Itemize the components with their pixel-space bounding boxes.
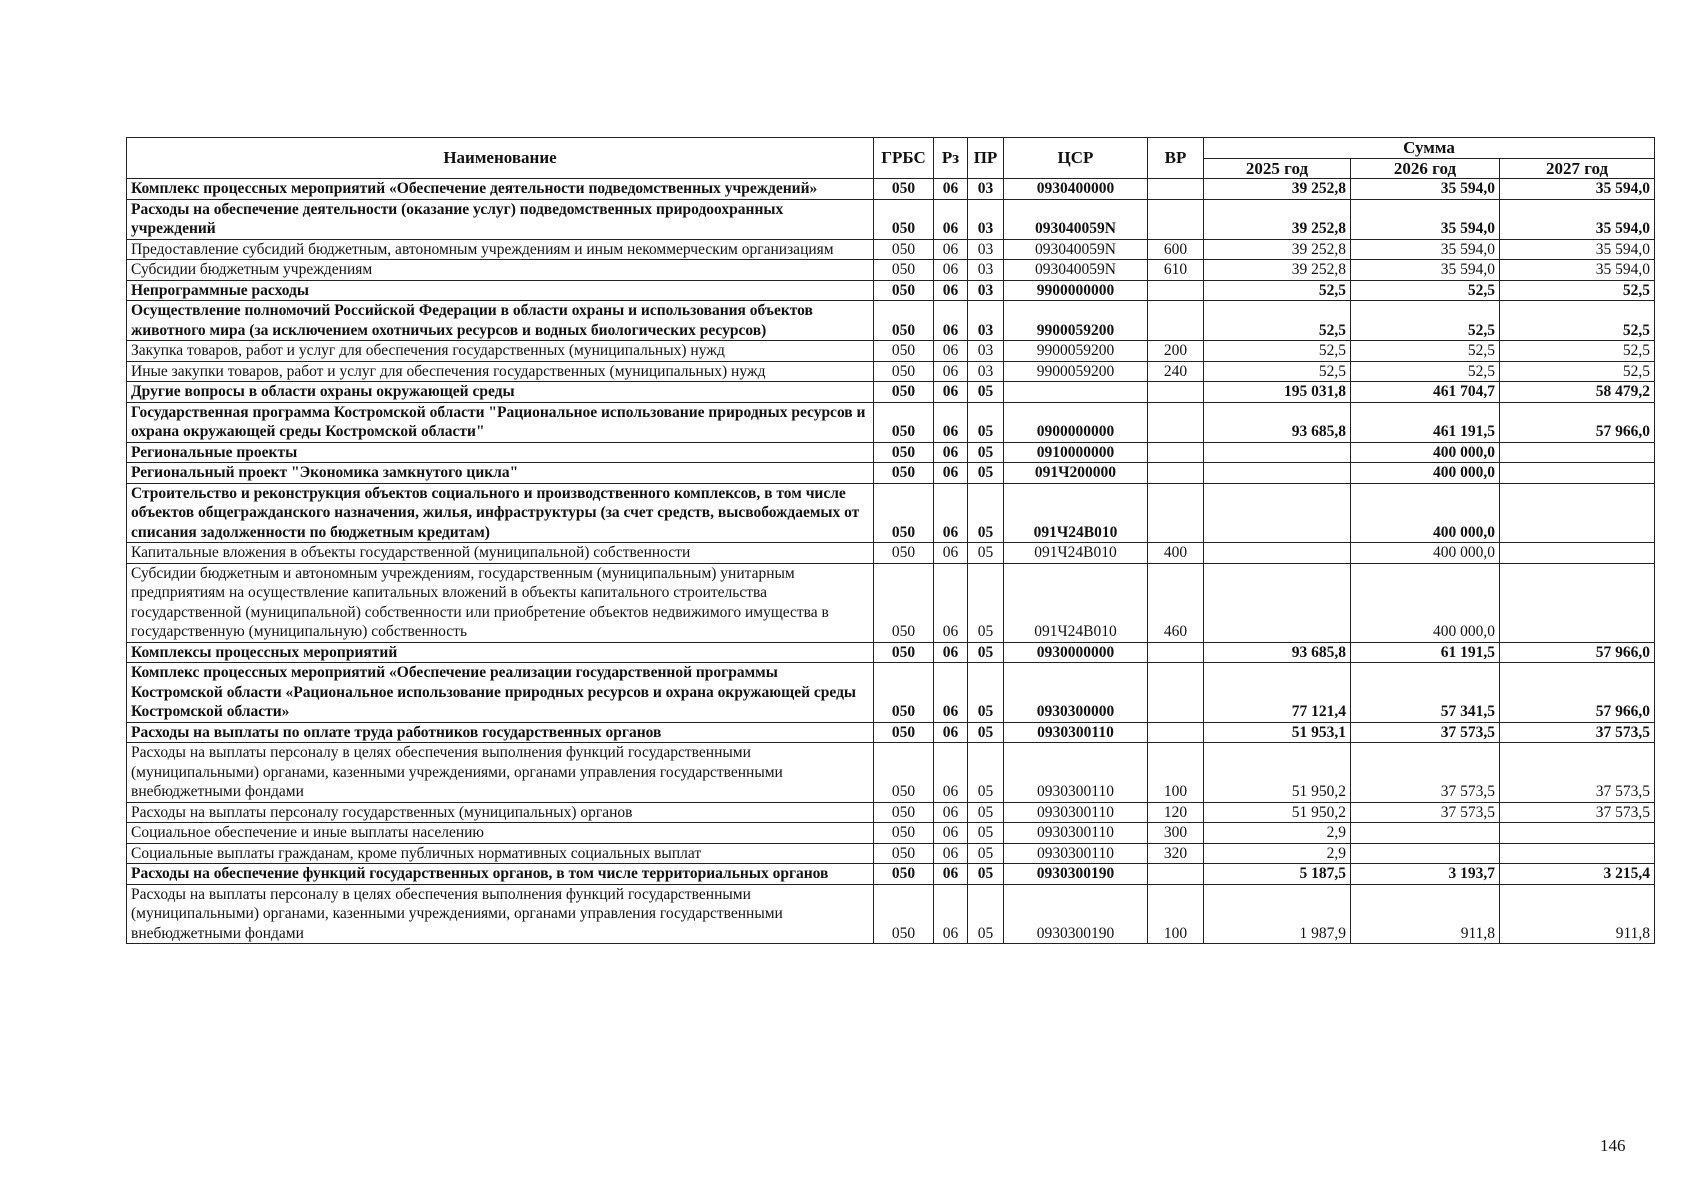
- cell-2026: 461 191,5: [1351, 402, 1500, 442]
- table-row: [127, 483, 1655, 543]
- cell-vr: 120: [1148, 802, 1204, 823]
- cell-grbs: 050: [874, 663, 934, 723]
- cell-2025: [1204, 463, 1351, 484]
- cell-2027: 35 594,0: [1500, 239, 1655, 260]
- table-row: [127, 743, 1655, 803]
- cell-grbs: 050: [874, 543, 934, 564]
- cell-pr: 03: [968, 280, 1004, 301]
- cell-rz: 06: [934, 301, 968, 341]
- cell-pr: 03: [968, 361, 1004, 382]
- cell-grbs: 050: [874, 823, 934, 844]
- cell-2025: 5 187,5: [1204, 864, 1351, 885]
- cell-rz: 06: [934, 884, 968, 944]
- cell-rz: 06: [934, 543, 968, 564]
- table-row: [127, 402, 1655, 442]
- cell-vr: [1148, 722, 1204, 743]
- cell-2027: 52,5: [1500, 301, 1655, 341]
- cell-2025: 52,5: [1204, 280, 1351, 301]
- cell-grbs: 050: [874, 442, 934, 463]
- cell-rz: 06: [934, 663, 968, 723]
- cell-csr: 0910000000: [1004, 442, 1148, 463]
- cell-2026: 61 191,5: [1351, 642, 1500, 663]
- cell-2027: [1500, 843, 1655, 864]
- cell-vr: 600: [1148, 239, 1204, 260]
- cell-2026: 461 704,7: [1351, 382, 1500, 403]
- header-rz: Рз: [934, 138, 968, 179]
- header-vr: ВР: [1148, 138, 1204, 179]
- cell-pr: 05: [968, 864, 1004, 885]
- cell-vr: 400: [1148, 543, 1204, 564]
- cell-2025: 77 121,4: [1204, 663, 1351, 723]
- cell-2026: 35 594,0: [1351, 260, 1500, 281]
- cell-name: Расходы на обеспечение деятельности (оказание услуг) подведомственных природоохранных учреждений: [127, 199, 874, 239]
- cell-2026: 3 193,7: [1351, 864, 1500, 885]
- cell-csr: 0930400000: [1004, 179, 1148, 200]
- cell-rz: 06: [934, 280, 968, 301]
- cell-grbs: 050: [874, 743, 934, 803]
- table-row: [127, 239, 1655, 260]
- cell-2027: [1500, 463, 1655, 484]
- cell-rz: 06: [934, 382, 968, 403]
- cell-pr: 05: [968, 722, 1004, 743]
- cell-grbs: 050: [874, 563, 934, 642]
- cell-csr: 091Ч24В010: [1004, 483, 1148, 543]
- cell-2025: [1204, 442, 1351, 463]
- cell-2026: 52,5: [1351, 280, 1500, 301]
- cell-pr: 05: [968, 402, 1004, 442]
- cell-csr: 9900059200: [1004, 341, 1148, 362]
- cell-vr: [1148, 280, 1204, 301]
- cell-vr: 460: [1148, 563, 1204, 642]
- cell-2026: 400 000,0: [1351, 463, 1500, 484]
- table-row: [127, 361, 1655, 382]
- cell-2027: 911,8: [1500, 884, 1655, 944]
- cell-csr: 0930300110: [1004, 743, 1148, 803]
- cell-2025: 52,5: [1204, 341, 1351, 362]
- table-row: [127, 864, 1655, 885]
- cell-2026: [1351, 823, 1500, 844]
- cell-name: Осуществление полномочий Российской Федерации в области охраны и использования объектов животного мира (за исключением охотничьих ресурсов и водных биологических ресурсов): [127, 301, 874, 341]
- cell-2025: 51 953,1: [1204, 722, 1351, 743]
- cell-pr: 03: [968, 301, 1004, 341]
- cell-rz: 06: [934, 483, 968, 543]
- cell-2027: 35 594,0: [1500, 179, 1655, 200]
- cell-2027: 37 573,5: [1500, 722, 1655, 743]
- cell-2027: 52,5: [1500, 280, 1655, 301]
- cell-2025: 93 685,8: [1204, 642, 1351, 663]
- cell-vr: [1148, 483, 1204, 543]
- cell-csr: 0930300000: [1004, 663, 1148, 723]
- cell-2027: [1500, 563, 1655, 642]
- cell-pr: 03: [968, 341, 1004, 362]
- cell-csr: 093040059N: [1004, 260, 1148, 281]
- cell-2025: 39 252,8: [1204, 260, 1351, 281]
- cell-rz: 06: [934, 743, 968, 803]
- table-row: [127, 543, 1655, 564]
- cell-2026: 35 594,0: [1351, 179, 1500, 200]
- cell-pr: 05: [968, 382, 1004, 403]
- cell-grbs: 050: [874, 642, 934, 663]
- cell-grbs: 050: [874, 864, 934, 885]
- cell-grbs: 050: [874, 361, 934, 382]
- cell-csr: 091Ч24В010: [1004, 543, 1148, 564]
- cell-2026: 400 000,0: [1351, 483, 1500, 543]
- cell-csr: 9900059200: [1004, 361, 1148, 382]
- table-row: [127, 442, 1655, 463]
- cell-vr: [1148, 301, 1204, 341]
- cell-pr: 03: [968, 199, 1004, 239]
- table-row: [127, 722, 1655, 743]
- cell-name: Предоставление субсидий бюджетным, автономным учреждениям и иным некоммерческим организациям: [127, 239, 874, 260]
- cell-name: Социальное обеспечение и иные выплаты населению: [127, 823, 874, 844]
- table-row: [127, 382, 1655, 403]
- cell-2026: 52,5: [1351, 361, 1500, 382]
- cell-rz: 06: [934, 361, 968, 382]
- table-row: [127, 301, 1655, 341]
- table-row: [127, 802, 1655, 823]
- cell-grbs: 050: [874, 722, 934, 743]
- cell-vr: [1148, 463, 1204, 484]
- table-row: [127, 823, 1655, 844]
- cell-vr: 320: [1148, 843, 1204, 864]
- cell-2027: [1500, 823, 1655, 844]
- cell-vr: 300: [1148, 823, 1204, 844]
- cell-pr: 05: [968, 802, 1004, 823]
- cell-pr: 05: [968, 563, 1004, 642]
- header-2026: 2026 год: [1351, 158, 1500, 179]
- table-row: [127, 563, 1655, 642]
- table-row: [127, 463, 1655, 484]
- cell-2026: 400 000,0: [1351, 442, 1500, 463]
- cell-2027: 35 594,0: [1500, 260, 1655, 281]
- cell-name: Другие вопросы в области охраны окружающей среды: [127, 382, 874, 403]
- table-body: [127, 179, 1655, 944]
- cell-name: Капитальные вложения в объекты государственной (муниципальной) собственности: [127, 543, 874, 564]
- cell-csr: 0930000000: [1004, 642, 1148, 663]
- cell-csr: 093040059N: [1004, 239, 1148, 260]
- table-row: [127, 260, 1655, 281]
- cell-grbs: 050: [874, 463, 934, 484]
- cell-rz: 06: [934, 341, 968, 362]
- cell-pr: 05: [968, 843, 1004, 864]
- cell-grbs: 050: [874, 843, 934, 864]
- cell-pr: 05: [968, 463, 1004, 484]
- cell-grbs: 050: [874, 402, 934, 442]
- cell-2025: 93 685,8: [1204, 402, 1351, 442]
- cell-2025: 51 950,2: [1204, 743, 1351, 803]
- cell-name: Государственная программа Костромской области "Рациональное использование природных ресурсов и охрана окружающей среды Костромской области": [127, 402, 874, 442]
- table-row: [127, 341, 1655, 362]
- cell-name: Региональные проекты: [127, 442, 874, 463]
- cell-name: Комплексы процессных мероприятий: [127, 642, 874, 663]
- cell-2025: [1204, 563, 1351, 642]
- cell-name: Расходы на выплаты по оплате труда работников государственных органов: [127, 722, 874, 743]
- header-csr: ЦСР: [1004, 138, 1148, 179]
- cell-vr: [1148, 642, 1204, 663]
- cell-rz: 06: [934, 722, 968, 743]
- cell-2026: 911,8: [1351, 884, 1500, 944]
- page-number: 146: [1600, 1136, 1626, 1155]
- cell-2026: 35 594,0: [1351, 199, 1500, 239]
- header-sum: Сумма: [1204, 138, 1655, 159]
- cell-csr: 9900059200: [1004, 301, 1148, 341]
- cell-rz: 06: [934, 823, 968, 844]
- cell-2025: 39 252,8: [1204, 239, 1351, 260]
- cell-rz: 06: [934, 239, 968, 260]
- cell-name: Социальные выплаты гражданам, кроме публичных нормативных социальных выплат: [127, 843, 874, 864]
- cell-2027: [1500, 442, 1655, 463]
- cell-vr: [1148, 382, 1204, 403]
- cell-name: Субсидии бюджетным учреждениям: [127, 260, 874, 281]
- cell-2027: 52,5: [1500, 341, 1655, 362]
- table-row: [127, 843, 1655, 864]
- cell-2026: 37 573,5: [1351, 802, 1500, 823]
- cell-vr: 100: [1148, 884, 1204, 944]
- cell-csr: 0930300110: [1004, 843, 1148, 864]
- cell-2026: 37 573,5: [1351, 722, 1500, 743]
- cell-grbs: 050: [874, 239, 934, 260]
- cell-name: Иные закупки товаров, работ и услуг для обеспечения государственных (муниципальных) нужд: [127, 361, 874, 382]
- cell-2027: 37 573,5: [1500, 743, 1655, 803]
- cell-name: Комплекс процессных мероприятий «Обеспечение реализации государственной программы Костромской области «Рациональное использование природных ресурсов и охрана окружающей среды Костромской области»: [127, 663, 874, 723]
- cell-grbs: 050: [874, 382, 934, 403]
- cell-rz: 06: [934, 402, 968, 442]
- cell-vr: 610: [1148, 260, 1204, 281]
- cell-pr: 03: [968, 260, 1004, 281]
- cell-csr: [1004, 382, 1148, 403]
- cell-csr: 093040059N: [1004, 199, 1148, 239]
- cell-rz: 06: [934, 642, 968, 663]
- table-row: [127, 199, 1655, 239]
- cell-2026: 52,5: [1351, 301, 1500, 341]
- cell-name: Непрограммные расходы: [127, 280, 874, 301]
- cell-name: Расходы на обеспечение функций государственных органов, в том числе территориальных органов: [127, 864, 874, 885]
- table-row: [127, 663, 1655, 723]
- cell-rz: 06: [934, 260, 968, 281]
- table-row: [127, 884, 1655, 944]
- cell-2026: 57 341,5: [1351, 663, 1500, 723]
- cell-2026: 400 000,0: [1351, 543, 1500, 564]
- cell-2027: 57 966,0: [1500, 642, 1655, 663]
- cell-name: Расходы на выплаты персоналу государственных (муниципальных) органов: [127, 802, 874, 823]
- cell-grbs: 050: [874, 199, 934, 239]
- cell-2027: 57 966,0: [1500, 402, 1655, 442]
- budget-table: [126, 137, 1655, 944]
- cell-csr: 0900000000: [1004, 402, 1148, 442]
- cell-grbs: 050: [874, 341, 934, 362]
- cell-pr: 05: [968, 543, 1004, 564]
- header-name: Наименование: [127, 138, 874, 179]
- cell-2025: 2,9: [1204, 823, 1351, 844]
- cell-name: Расходы на выплаты персоналу в целях обеспечения выполнения функций государственными (муниципальными) органами, казенными учреждениями, органами управления государственными внебюджетными фондами: [127, 743, 874, 803]
- cell-2026: 35 594,0: [1351, 239, 1500, 260]
- cell-csr: 0930300110: [1004, 823, 1148, 844]
- cell-2026: 37 573,5: [1351, 743, 1500, 803]
- cell-csr: 0930300190: [1004, 864, 1148, 885]
- cell-grbs: 050: [874, 179, 934, 200]
- cell-2025: 195 031,8: [1204, 382, 1351, 403]
- cell-2027: 35 594,0: [1500, 199, 1655, 239]
- cell-name: Субсидии бюджетным и автономным учреждениям, государственным (муниципальным) унитарным предприятиям на осуществление капитальных вложений в объекты капитального строительства государственной (муниципальной) собственности или приобретение объектов недвижимого имущества в государственную (муниципальную) собственность: [127, 563, 874, 642]
- cell-csr: 0930300190: [1004, 884, 1148, 944]
- table-row: [127, 642, 1655, 663]
- cell-2027: 3 215,4: [1500, 864, 1655, 885]
- cell-csr: 0930300110: [1004, 802, 1148, 823]
- cell-2027: [1500, 483, 1655, 543]
- header-grbs: ГРБС: [874, 138, 934, 179]
- table-row: [127, 179, 1655, 200]
- cell-2027: 57 966,0: [1500, 663, 1655, 723]
- cell-grbs: 050: [874, 802, 934, 823]
- cell-2027: [1500, 543, 1655, 564]
- cell-grbs: 050: [874, 884, 934, 944]
- cell-pr: 05: [968, 663, 1004, 723]
- cell-pr: 03: [968, 179, 1004, 200]
- header-pr: ПР: [968, 138, 1004, 179]
- cell-2027: 52,5: [1500, 361, 1655, 382]
- cell-vr: [1148, 663, 1204, 723]
- cell-rz: 06: [934, 843, 968, 864]
- cell-vr: 200: [1148, 341, 1204, 362]
- cell-grbs: 050: [874, 483, 934, 543]
- cell-name: Закупка товаров, работ и услуг для обеспечения государственных (муниципальных) нужд: [127, 341, 874, 362]
- cell-2027: 58 479,2: [1500, 382, 1655, 403]
- cell-2025: 2,9: [1204, 843, 1351, 864]
- cell-pr: 05: [968, 884, 1004, 944]
- header-2027: 2027 год: [1500, 158, 1655, 179]
- cell-pr: 05: [968, 743, 1004, 803]
- cell-pr: 05: [968, 483, 1004, 543]
- cell-2026: 400 000,0: [1351, 563, 1500, 642]
- cell-rz: 06: [934, 199, 968, 239]
- cell-rz: 06: [934, 179, 968, 200]
- cell-csr: 0930300110: [1004, 722, 1148, 743]
- cell-name: Региональный проект "Экономика замкнутого цикла": [127, 463, 874, 484]
- cell-2025: 51 950,2: [1204, 802, 1351, 823]
- cell-2026: 52,5: [1351, 341, 1500, 362]
- cell-pr: 05: [968, 823, 1004, 844]
- cell-name: Строительство и реконструкция объектов социального и производственного комплексов, в том числе объектов общегражданского назначения, жилья, инфраструктуры (за счет средств, высвобождаемых от списания задолженности по бюджетным кредитам): [127, 483, 874, 543]
- cell-rz: 06: [934, 563, 968, 642]
- cell-name: Расходы на выплаты персоналу в целях обеспечения выполнения функций государственными (муниципальными) органами, казенными учреждениями, органами управления государственными внебюджетными фондами: [127, 884, 874, 944]
- cell-2025: 1 987,9: [1204, 884, 1351, 944]
- cell-rz: 06: [934, 802, 968, 823]
- cell-grbs: 050: [874, 280, 934, 301]
- cell-2025: [1204, 543, 1351, 564]
- cell-grbs: 050: [874, 260, 934, 281]
- cell-pr: 05: [968, 642, 1004, 663]
- cell-vr: [1148, 402, 1204, 442]
- cell-vr: [1148, 864, 1204, 885]
- cell-vr: 240: [1148, 361, 1204, 382]
- cell-csr: 091Ч24В010: [1004, 563, 1148, 642]
- cell-pr: 03: [968, 239, 1004, 260]
- cell-csr: 9900000000: [1004, 280, 1148, 301]
- cell-2027: 37 573,5: [1500, 802, 1655, 823]
- header-2025: 2025 год: [1204, 158, 1351, 179]
- cell-name: Комплекс процессных мероприятий «Обеспечение деятельности подведомственных учреждений»: [127, 179, 874, 200]
- cell-vr: [1148, 199, 1204, 239]
- cell-vr: 100: [1148, 743, 1204, 803]
- cell-2025: 39 252,8: [1204, 199, 1351, 239]
- cell-vr: [1148, 179, 1204, 200]
- cell-rz: 06: [934, 442, 968, 463]
- cell-pr: 05: [968, 442, 1004, 463]
- cell-rz: 06: [934, 463, 968, 484]
- cell-2025: 52,5: [1204, 361, 1351, 382]
- cell-vr: [1148, 442, 1204, 463]
- cell-2025: 52,5: [1204, 301, 1351, 341]
- cell-2025: [1204, 483, 1351, 543]
- cell-2026: [1351, 843, 1500, 864]
- cell-csr: 091Ч200000: [1004, 463, 1148, 484]
- cell-rz: 06: [934, 864, 968, 885]
- cell-grbs: 050: [874, 301, 934, 341]
- cell-2025: 39 252,8: [1204, 179, 1351, 200]
- table-row: [127, 280, 1655, 301]
